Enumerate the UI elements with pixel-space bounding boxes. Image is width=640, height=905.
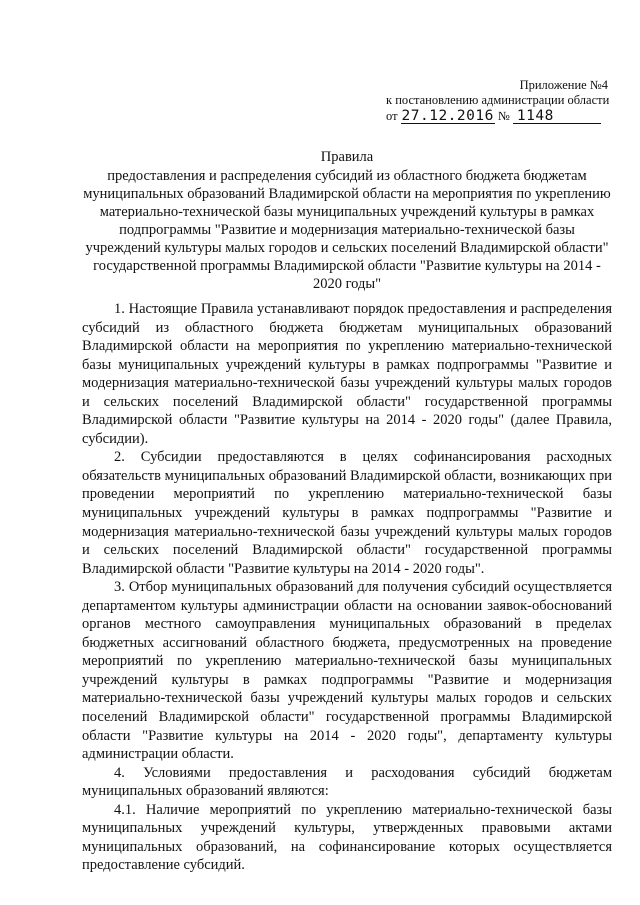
appendix-date-number [386,109,608,124]
document-title [80,148,614,293]
number-sign: № [497,109,510,123]
paragraph-3: 3. Отбор муниципальных образований для получения субсидий осуществляется департаментом культуры администрации области на основании заявок-обоснований органов местного самоуправления муниципальных образований в пределах бюджетных ассигнований областного бюджета, предусмотренных на проведение мероприятий по укреплению материально-технической базы муниципальных учреждений культуры в рамках подпрограммы "Развитие и модернизация материально-технической базы учреждений культуры малых городов и сельских поселений Владимирской области" государственной программы Владимирской области "Развитие культуры на 2014 - 2020 годы", департаменту культуры администрации области. [82,579,612,763]
title-word: Правила [320,149,374,165]
appendix-header [386,78,608,124]
paragraph-4: 4. Условиями предоставления и расходования субсидий бюджетам муниципальных образований являются: [82,764,612,800]
paragraph-2: 2. Субсидии предоставляются в целях софинансирования расходных обязательств муниципальных образований Владимирской области, возникающих при проведении мероприятий по укреплению материально-технической базы муниципальных учреждений культуры в рамках подпрограммы "Развитие и модернизация материально-технической базы учреждений культуры малых городов и сельских поселений Владимирской области" государственной программы Владимирской области "Развитие культуры на 2014 - 2020 годы". [82,449,612,577]
handwritten-number: 1148 [513,109,601,124]
appendix-reference: к постановлению администрации области [386,93,610,107]
title-text: предоставления и распределения субсидий из областного бюджета бюджетам муниципальных образований Владимирской области на мероприятия по укреплению материально-технической базы муниципальных учреждений культуры в рамках подпрограммы "Развитие и модернизация материально-технической базы учреждений культуры малых городов и сельских поселений Владимирской области" государственной программы Владимирской области "Развитие культуры на 2014 - 2020 годы" [83,168,611,292]
paragraph-1: 1. Настоящие Правила устанавливают порядок предоставления и распределения субсидий из областного бюджета бюджетам муниципальных образований Владимирской области на мероприятия по укреплению материально-технической базы муниципальных учреждений культуры в рамках подпрограммы "Развитие и модернизация материально-технической базы учреждений культуры малых городов и сельских поселений Владимирской области" государственной программы Владимирской области "Развитие культуры на 2014 - 2020 годы" (далее Правила, субсидии). [82,301,612,447]
paragraph-4-1: 4.1. Наличие мероприятий по укреплению материально-технической базы муниципальных учреждений культуры, утвержденных правовыми актами муниципальных образований, на софинансирование которых осуществляется предоставление субсидий. [82,801,612,874]
handwritten-date: 27.12.2016 [401,108,494,124]
appendix-label: Приложение №4 [519,78,608,92]
from-label: от [386,109,398,123]
document-body [82,300,612,875]
